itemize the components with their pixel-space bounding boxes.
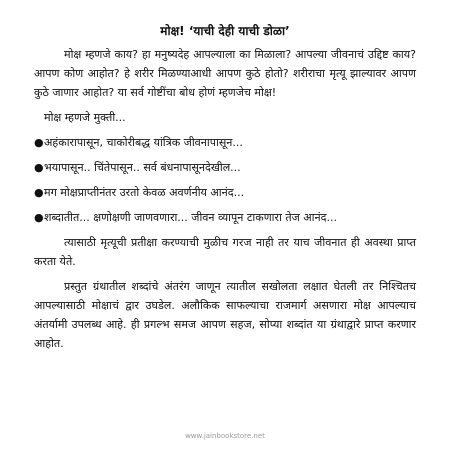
list-item bbox=[34, 158, 416, 177]
list-item bbox=[34, 133, 416, 152]
middle-paragraph: त्यासाठी मृत्यूची प्रतीक्षा करण्याची मुळीच गरज नाही तर याच जीवनात ही अवस्था प्राप्त करता येते. bbox=[34, 236, 416, 268]
bullet-marker: ● bbox=[34, 161, 44, 174]
list-item bbox=[34, 108, 416, 127]
list-item bbox=[34, 208, 416, 227]
watermark: www.jainbookstore.net bbox=[185, 432, 265, 440]
bullet-marker: ● bbox=[34, 211, 44, 224]
page-title: मोक्ष! ‘याची देही याची डोळा’ bbox=[160, 24, 290, 38]
bullet-list bbox=[34, 108, 416, 227]
list-item-text: मग मोक्षप्राप्तीनंतर उरतो केवळ अवर्णनीय आनंद... bbox=[44, 186, 245, 199]
closing-paragraph: प्रस्तुत ग्रंथातील शब्दांचे अंतरंग जाणून त्यातील सखोलता लक्षात घेतली तर निश्चितच आपल्यासाठी मोक्षाचं द्वार उघडेल. अलौकिक साफल्याचा राजमार्ग असणारा मोक्ष आपल्याच अंतर्यामी उपलब्ध आहे. ही प्रगल्भ समज आपण सहज, सोप्या शब्दांत या ग्रंथाद्वारे प्राप्त करणार आहोत. bbox=[34, 280, 416, 350]
list-item-text: शब्दातीत... क्षणोक्षणी जाणवणारा... जीवन व्यापून टाकणारा तेज आनंद... bbox=[44, 211, 337, 224]
list-item bbox=[34, 183, 416, 202]
bullet-marker: ● bbox=[34, 186, 44, 199]
list-item-text: मोक्ष म्हणजे मुक्ती... bbox=[44, 111, 126, 124]
bullet-marker: ● bbox=[34, 136, 44, 149]
intro-paragraph: मोक्ष म्हणजे काय? हा मनुष्यदेह आपल्याला का मिळाला? आपल्या जीवनाचं उद्दिष्ट काय? आपण कोण आहोत? हे शरीर मिळण्याआधी आपण कुठे होतो? शरीराचा मृत्यू झाल्यावर आपण कुठे जाणार आहोत? या सर्व गोष्टींचा बोध होणं म्हणजेच मोक्ष! bbox=[34, 48, 416, 99]
list-item-text: अहंकारापासून, चाकोरीबद्ध यांत्रिक जीवनापासून... bbox=[44, 136, 243, 149]
list-item-text: भयापासून.. चिंतेपासून.. सर्व बंधनापासूनदेखील... bbox=[44, 161, 241, 174]
